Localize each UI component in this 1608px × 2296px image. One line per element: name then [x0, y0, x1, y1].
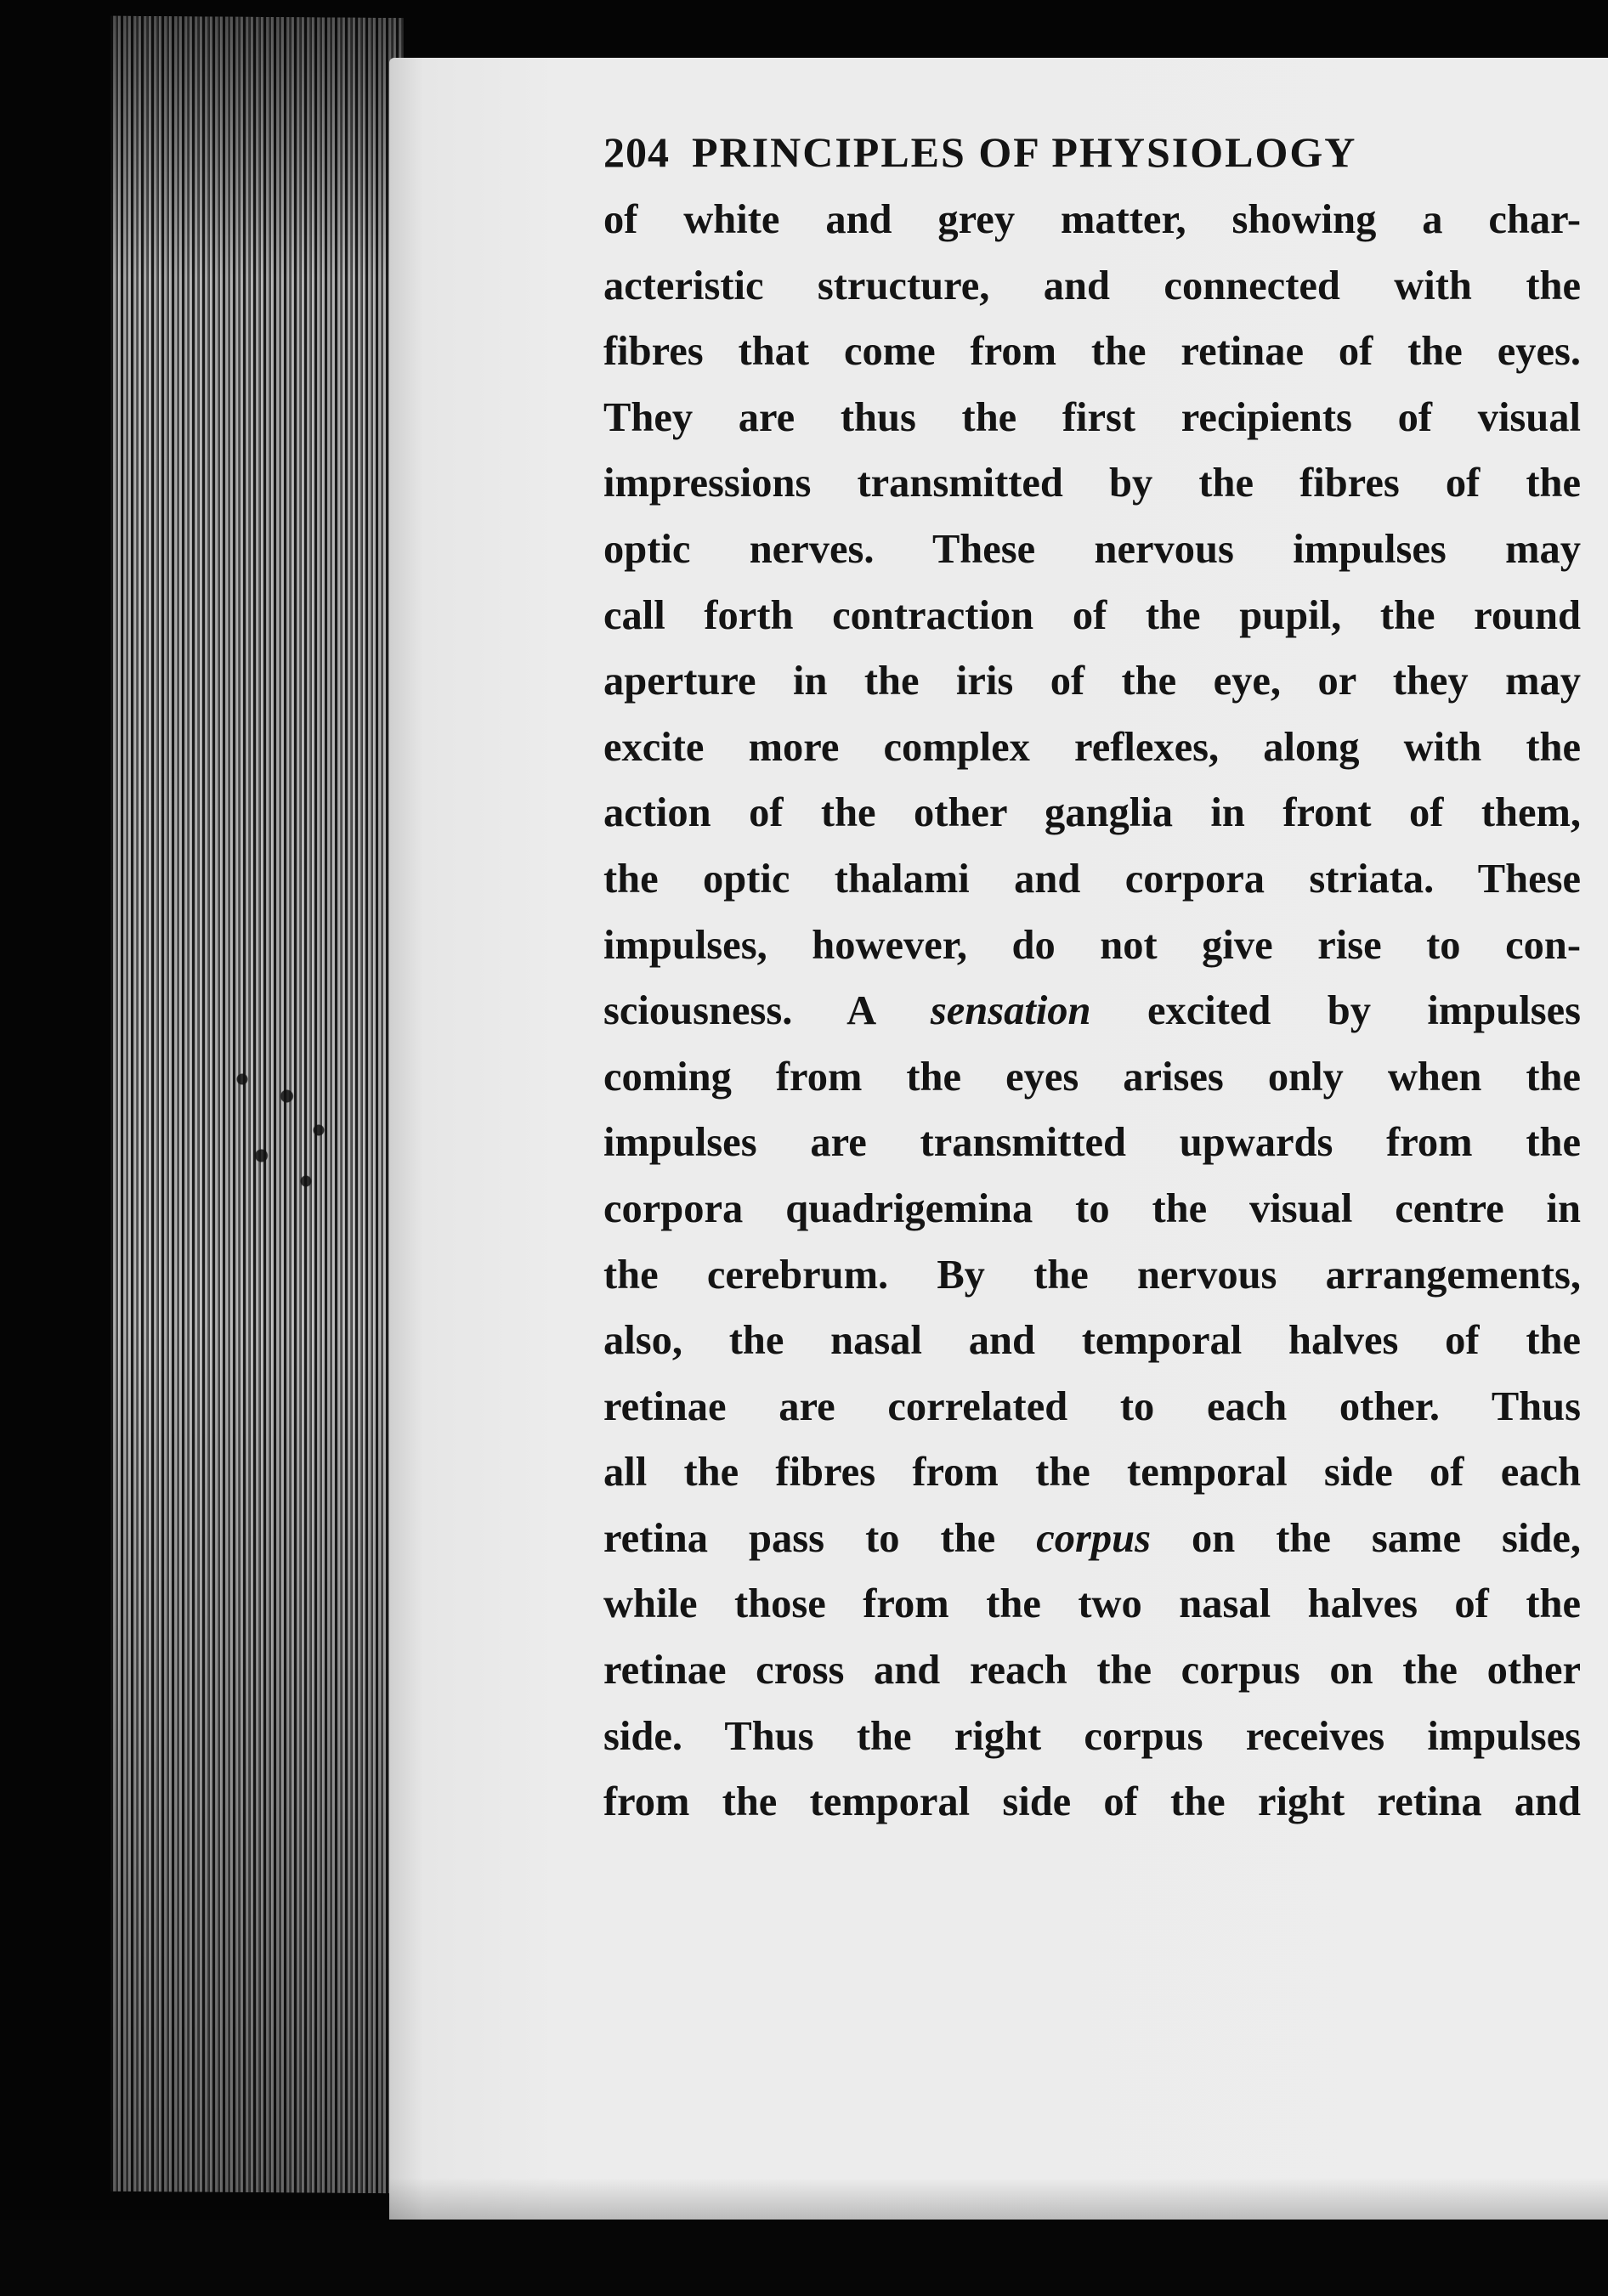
text-line: optic nerves. These nervous impulses may	[603, 526, 1581, 572]
line-text: on the same side,	[1150, 1515, 1581, 1561]
text-line: impulses are transmitted upwards from the	[603, 1120, 1581, 1166]
text-line: corpora quadrigemina to the visual centre in	[603, 1185, 1581, 1231]
text-line: coming from the eyes arises only when the	[603, 1054, 1581, 1100]
running-head-title: PRINCIPLES OF PHYSIOLOGY	[692, 128, 1357, 176]
text-block	[603, 126, 1581, 1835]
text-line: side. Thus the right corpus receives impulses	[603, 1713, 1581, 1759]
text-line: action of the other ganglia in front of them,	[603, 790, 1581, 836]
text-line: call forth contraction of the pupil, the round	[603, 592, 1581, 638]
running-head	[603, 126, 1581, 178]
scan-bottom-border	[0, 2220, 1608, 2296]
text-line: aperture in the iris of the eye, or they may	[603, 659, 1581, 704]
line-text: excited by impulses	[1090, 988, 1581, 1034]
text-line: acteristic structure, and connected with the	[603, 263, 1581, 308]
page-number: 204	[603, 128, 670, 176]
text-line: all the fibres from the temporal side of each	[603, 1450, 1581, 1496]
line-text: sciousness. A	[603, 988, 931, 1034]
text-line: They are thus the first recipients of visual	[603, 394, 1581, 440]
text-line: retinae cross and reach the corpus on the other	[603, 1648, 1581, 1694]
text-line: fibres that come from the retinae of the eyes.	[603, 329, 1581, 375]
line-text: retina pass to the	[603, 1515, 1037, 1561]
text-line: impulses, however, do not give rise to con-	[603, 922, 1581, 968]
text-line-with-italic	[603, 1506, 1581, 1572]
page-edge-marks	[217, 1045, 344, 1215]
body-paragraph	[603, 187, 1581, 1835]
text-line: impressions transmitted by the fibres of the	[603, 461, 1581, 506]
printed-page	[389, 58, 1608, 2229]
text-line: the cerebrum. By the nervous arrangements,	[603, 1252, 1581, 1298]
text-line: excite more complex reflexes, along with the	[603, 724, 1581, 770]
italic-term-sensation: sensation	[930, 988, 1091, 1034]
text-line: of white and grey matter, showing a char-	[603, 197, 1581, 242]
text-line: retinae are correlated to each other. Thus	[603, 1383, 1581, 1429]
text-line: also, the nasal and temporal halves of the	[603, 1318, 1581, 1364]
text-line: while those from the two nasal halves of the	[603, 1581, 1581, 1627]
italic-term-corpus: corpus	[1036, 1515, 1151, 1561]
text-line: the optic thalami and corpora striata. These	[603, 856, 1581, 902]
text-line: from the temporal side of the right retina and	[603, 1779, 1581, 1825]
text-line-with-italic	[603, 978, 1581, 1044]
